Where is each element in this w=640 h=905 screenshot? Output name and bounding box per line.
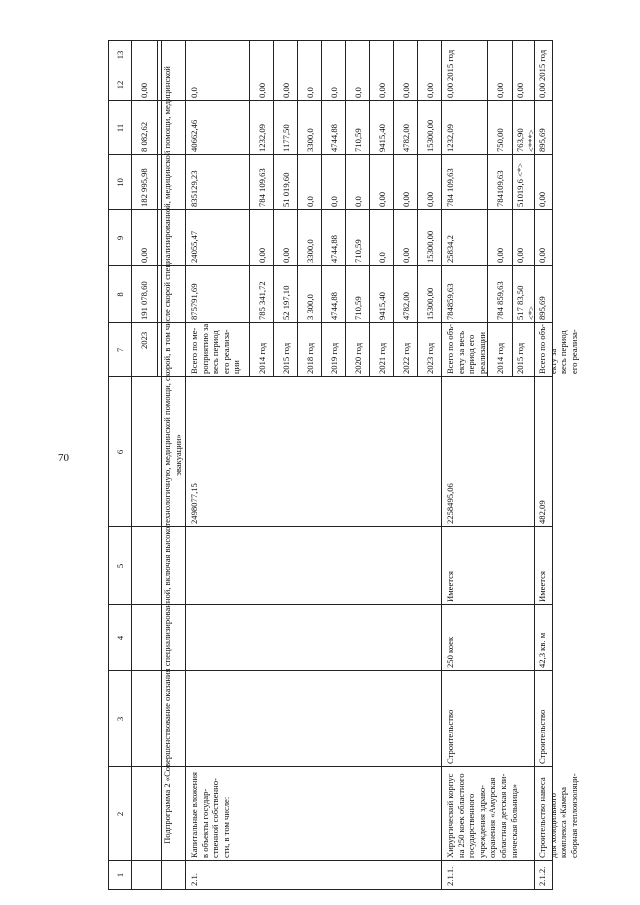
year-cell: 2020 год	[353, 342, 363, 374]
amount-cell: 0,00	[139, 247, 149, 263]
row-border	[441, 41, 442, 889]
amount-cell: 0,00	[515, 82, 525, 98]
documentation-status: Имеется	[537, 571, 547, 602]
amount-cell: 0,00	[537, 82, 547, 98]
amount-cell: 895,69	[537, 296, 547, 320]
row-border	[393, 41, 394, 377]
section-number: 2.1.1.	[445, 866, 455, 886]
year-cell: 2018 год	[305, 342, 315, 374]
column-number: 11	[115, 123, 125, 133]
row-border	[297, 41, 298, 377]
amount-cell: 25834,2	[445, 235, 455, 263]
amount-cell: 784 109,63	[257, 168, 267, 207]
amount-cell: 182 995,98	[139, 168, 149, 207]
amount-cell: 0,00	[257, 247, 267, 263]
work-type: Строительство	[445, 709, 455, 764]
column-number: 13	[115, 50, 125, 60]
column-number: 9	[115, 235, 125, 241]
amount-cell: 0,00	[425, 82, 435, 98]
row-border	[345, 41, 346, 377]
column-number: 10	[115, 178, 125, 187]
amount-cell: 4744,88	[329, 292, 339, 320]
amount-cell: 1232,09	[257, 124, 267, 152]
completion-year: 2015 год	[537, 49, 547, 81]
column-number: 3	[115, 716, 125, 722]
row-border	[512, 41, 513, 377]
amount-cell: 0,00	[377, 191, 387, 207]
amount-cell: 784 109,63	[445, 168, 455, 207]
amount-cell: 191 078,60	[139, 281, 149, 320]
amount-cell: 0,00	[515, 247, 525, 263]
total-cost: 2498077,15	[189, 483, 199, 524]
year-cell: 2021 год	[377, 342, 387, 374]
row-border	[321, 41, 322, 377]
year-cell: 2023	[139, 331, 149, 349]
column-number: 7	[115, 347, 125, 353]
amount-cell: 0,00	[495, 247, 505, 263]
amount-cell: 0,0	[189, 87, 199, 98]
year-cell: 2022 год	[401, 342, 411, 374]
year-cell: 2019 год	[329, 342, 339, 374]
section-name: Строительство навеса для холодильного комплекса «Камера сборная теплоизоляци-	[537, 773, 579, 858]
amount-cell: 4744,88	[329, 235, 339, 263]
subprogram-title: Подпрограмма 2 «Совершенствование оказания специализированной, включая высокотехнологичную, медицинской помощи, скорой, в том числе скорой специализированной, медицинской помощи, медицинской эвакуации»	[162, 66, 183, 844]
amount-cell: 24055,47	[189, 230, 199, 263]
amount-cell: 4782,00	[401, 124, 411, 152]
amount-cell: 0,00	[257, 82, 267, 98]
period-label: Всего по ме- роприятию за весь период его реализа- ции	[189, 323, 242, 374]
amount-cell: 0,00	[401, 191, 411, 207]
completion-year: 2015 год	[445, 49, 455, 81]
amount-cell: 15300,00	[425, 119, 435, 152]
amount-cell: 895,69	[537, 128, 547, 152]
year-cell: 2015 год	[281, 342, 291, 374]
period-label: Всего по объ- екту за весь период его реализа-	[537, 323, 579, 374]
amount-cell: 51019,6 <*>	[515, 162, 525, 207]
work-type: Строительство	[537, 709, 547, 764]
amount-cell: 9415,40	[377, 124, 387, 152]
year-cell: 2014 год	[495, 342, 505, 374]
amount-cell: 710,59	[353, 296, 363, 320]
row-border	[157, 41, 158, 377]
year-cell: 2014 год	[257, 342, 267, 374]
amount-cell: 784109,63	[495, 170, 505, 207]
amount-cell: 0,00	[281, 82, 291, 98]
section-name: Хирургический корпус на 250 коек областного государственного учреждения здраво- охранения «Амурская областная детская кли- ническая больница»	[445, 773, 519, 858]
amount-cell: 0,0	[329, 87, 339, 98]
total-cost: 2258495,06	[445, 483, 455, 524]
section-number: 2.1.	[189, 873, 199, 886]
amount-cell: 0,00	[495, 82, 505, 98]
amount-cell: 875791,69	[189, 283, 199, 320]
row-border	[369, 41, 370, 377]
amount-cell: 1177,50	[281, 124, 291, 152]
amount-cell: 0,00	[401, 247, 411, 263]
amount-cell: 9415,40	[377, 292, 387, 320]
amount-cell: 835129,23	[189, 170, 199, 207]
amount-cell: 15300,00	[425, 230, 435, 263]
budget-table	[108, 40, 579, 890]
period-label: Всего по объ- екту за весь период его реализации	[445, 323, 487, 374]
capacity: 250 коек	[445, 636, 455, 668]
amount-cell: 0,00	[537, 247, 547, 263]
amount-cell: 8 082,62	[139, 121, 149, 152]
amount-cell: 750,00	[495, 128, 505, 152]
rotated-document	[108, 40, 579, 890]
row-border	[273, 41, 274, 377]
section-number: 2.1.2.	[537, 866, 547, 886]
amount-cell: 784 859,63	[495, 281, 505, 320]
amount-cell: 710,59	[353, 239, 363, 263]
amount-cell: 785 341,72	[257, 281, 267, 320]
amount-cell: 0,00	[281, 247, 291, 263]
column-number: 8	[115, 292, 125, 297]
amount-cell: 710,59	[353, 128, 363, 152]
amount-cell: 784859,63	[445, 283, 455, 320]
column-number: 12	[115, 80, 125, 90]
amount-cell: 0,00	[445, 82, 455, 98]
amount-cell: 0,0	[353, 196, 363, 207]
amount-cell: 40662,46	[189, 119, 199, 152]
amount-cell: 4744,88	[329, 124, 339, 152]
amount-cell: 0,00	[139, 82, 149, 98]
amount-cell: 51 019,60	[281, 172, 291, 207]
amount-cell: 0,0	[329, 196, 339, 207]
row-border	[131, 41, 132, 889]
amount-cell: 15300,00	[425, 287, 435, 320]
amount-cell: 0,00	[425, 191, 435, 207]
total-cost: 482,09	[537, 500, 547, 524]
column-number: 2	[115, 811, 125, 817]
amount-cell: 1232,09	[445, 124, 455, 152]
row-border	[249, 41, 250, 377]
amount-cell: 3 300,0	[305, 294, 315, 320]
column-number: 4	[115, 635, 125, 641]
row-border	[534, 41, 535, 889]
amount-cell: 0,00	[537, 191, 547, 207]
year-cell: 2023 год	[425, 342, 435, 374]
column-number: 5	[115, 563, 125, 569]
amount-cell: 0,0	[305, 196, 315, 207]
amount-cell: 0,0	[353, 87, 363, 98]
row-border	[185, 41, 186, 889]
capacity: 42,3 кв. м	[537, 632, 547, 668]
section-name: Капитальные вложения в объекты государ- ственной собственно- сти, в том числе:	[189, 772, 231, 858]
amount-cell: 0,00	[401, 82, 411, 98]
amount-cell: 763,90 <***>	[515, 128, 536, 152]
page-number: 70	[58, 452, 69, 464]
amount-cell: 52 197,10	[281, 285, 291, 320]
year-cell: 2015 год	[515, 342, 525, 374]
amount-cell: 0,0	[377, 252, 387, 263]
column-number: 6	[115, 449, 125, 455]
amount-cell: 3300,0	[305, 239, 315, 263]
amount-cell: 517 83,50 <*>	[515, 285, 536, 320]
amount-cell: 4782,00	[401, 292, 411, 320]
documentation-status: Имеется	[445, 571, 455, 602]
amount-cell: 3300,0	[305, 128, 315, 152]
amount-cell: 0,00	[377, 82, 387, 98]
column-number: 1	[115, 872, 125, 878]
amount-cell: 0,0	[305, 87, 315, 98]
row-border	[417, 41, 418, 377]
